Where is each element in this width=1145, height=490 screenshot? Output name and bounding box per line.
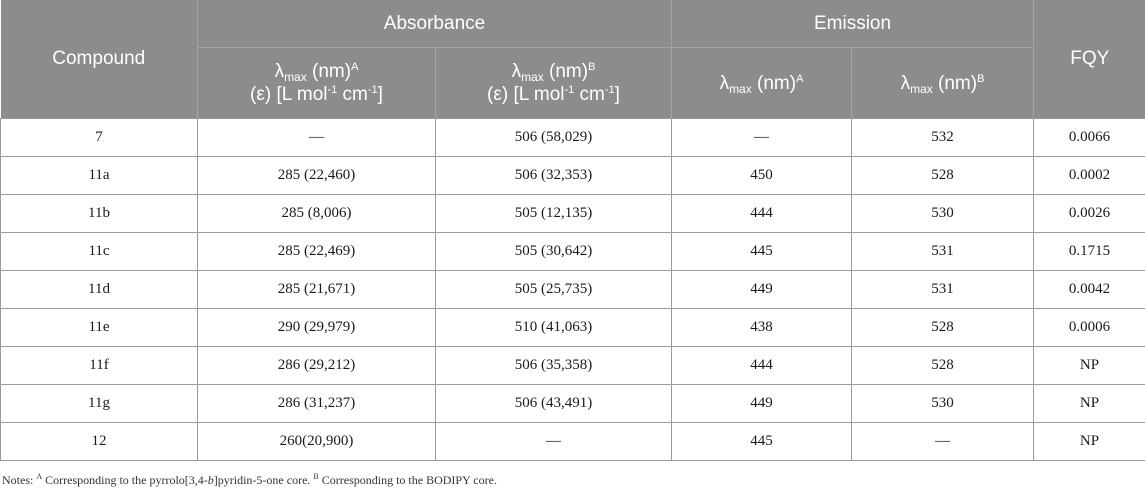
cell-absorbance-a: 286 (31,237) xyxy=(198,385,436,423)
cell-emission-b: 530 xyxy=(852,195,1034,233)
cell-absorbance-b: 505 (25,735) xyxy=(436,271,672,309)
cell-fqy: 0.1715 xyxy=(1034,233,1145,271)
cell-fqy: 0.0006 xyxy=(1034,309,1145,347)
cell-absorbance-a: 285 (21,671) xyxy=(198,271,436,309)
cell-absorbance-b: 510 (41,063) xyxy=(436,309,672,347)
cell-fqy: NP xyxy=(1034,423,1145,461)
table-row xyxy=(1,119,1145,157)
table-body xyxy=(1,119,1145,461)
cell-fqy: 0.0026 xyxy=(1034,195,1145,233)
cell-absorbance-a: — xyxy=(198,119,436,157)
table-row xyxy=(1,423,1145,461)
cell-emission-a: 444 xyxy=(672,347,852,385)
cell-compound: 12 xyxy=(1,423,198,461)
table-row xyxy=(1,233,1145,271)
header-emission: Emission xyxy=(672,0,1034,48)
cell-fqy: NP xyxy=(1034,385,1145,423)
cell-compound: 11e xyxy=(1,309,198,347)
cell-absorbance-b: — xyxy=(436,423,672,461)
cell-emission-b: 532 xyxy=(852,119,1034,157)
cell-absorbance-a: 285 (22,469) xyxy=(198,233,436,271)
cell-absorbance-a: 260(20,900) xyxy=(198,423,436,461)
cell-emission-b: 528 xyxy=(852,309,1034,347)
cell-compound: 11f xyxy=(1,347,198,385)
cell-emission-a: 444 xyxy=(672,195,852,233)
cell-absorbance-a: 290 (29,979) xyxy=(198,309,436,347)
cell-absorbance-a: 286 (29,212) xyxy=(198,347,436,385)
cell-emission-a: 450 xyxy=(672,157,852,195)
cell-emission-b: 531 xyxy=(852,271,1034,309)
header-abs-a-line2: (ε) [L mol$^{-1}$ $cm^{-1}$] xyxy=(250,84,383,105)
cell-emission-a: 445 xyxy=(672,233,852,271)
cell-emission-a: 445 xyxy=(672,423,852,461)
cell-fqy: 0.0066 xyxy=(1034,119,1145,157)
cell-fqy: 0.0002 xyxy=(1034,157,1145,195)
header-abs-b-line1: $\lambda_{max}$ (nm)$^B$ xyxy=(511,61,596,84)
table-row xyxy=(1,385,1145,423)
cell-emission-a: 438 xyxy=(672,309,852,347)
cell-emission-b: 528 xyxy=(852,347,1034,385)
header-em-lambda-b: $\lambda_{max}$ (nm)$^B$ xyxy=(852,48,1034,119)
cell-absorbance-b: 505 (12,135) xyxy=(436,195,672,233)
header-abs-a-line1: $\lambda_{max}$ (nm)$^A$ xyxy=(274,61,359,84)
cell-compound: 11c xyxy=(1,233,198,271)
cell-compound: 11b xyxy=(1,195,198,233)
cell-absorbance-a: 285 (22,460) xyxy=(198,157,436,195)
header-abs-lambda-b xyxy=(436,48,672,119)
cell-emission-b: 530 xyxy=(852,385,1034,423)
table-row xyxy=(1,309,1145,347)
table-notes: Notes: $^A$ Corresponding to the pyrrolo[3,4-b]pyridin-5-one core. $^B$ Corresponding to the BODIPY core. xyxy=(2,472,497,487)
cell-emission-a: 449 xyxy=(672,271,852,309)
cell-absorbance-a: 285 (8,006) xyxy=(198,195,436,233)
table-row xyxy=(1,271,1145,309)
cell-emission-b: — xyxy=(852,423,1034,461)
cell-absorbance-b: 505 (30,642) xyxy=(436,233,672,271)
cell-emission-a: — xyxy=(672,119,852,157)
cell-compound: 7 xyxy=(1,119,198,157)
header-absorbance: Absorbance xyxy=(198,0,672,48)
cell-emission-b: 531 xyxy=(852,233,1034,271)
cell-absorbance-b: 506 (35,358) xyxy=(436,347,672,385)
cell-emission-a: 449 xyxy=(672,385,852,423)
header-row-top xyxy=(1,0,1145,48)
header-abs-b-line2: (ε) [L mol$^{-1}$ $cm^{-1}$] xyxy=(487,84,620,105)
table-row xyxy=(1,347,1145,385)
header-abs-lambda-a xyxy=(198,48,436,119)
table-row xyxy=(1,157,1145,195)
table-row xyxy=(1,195,1145,233)
cell-absorbance-b: 506 (32,353) xyxy=(436,157,672,195)
header-fqy: FQY xyxy=(1034,0,1145,119)
header-compound: Compound xyxy=(1,0,198,119)
cell-compound: 11a xyxy=(1,157,198,195)
cell-fqy: NP xyxy=(1034,347,1145,385)
header-em-lambda-a: $\lambda_{max}$ (nm)$^A$ xyxy=(672,48,852,119)
cell-emission-b: 528 xyxy=(852,157,1034,195)
cell-compound: 11g xyxy=(1,385,198,423)
cell-fqy: 0.0042 xyxy=(1034,271,1145,309)
cell-compound: 11d xyxy=(1,271,198,309)
cell-absorbance-b: 506 (43,491) xyxy=(436,385,672,423)
cell-absorbance-b: 506 (58,029) xyxy=(436,119,672,157)
